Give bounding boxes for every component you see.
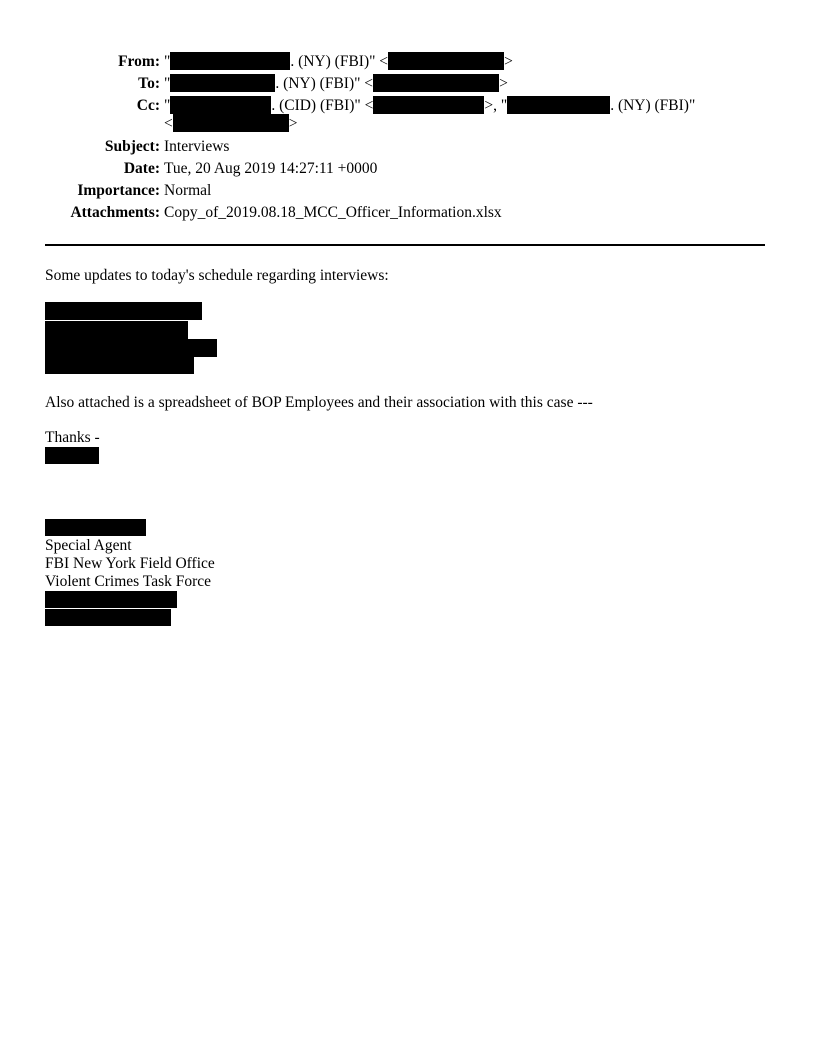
to-value: " . (NY) (FBI)" < > [164, 75, 508, 92]
redaction-block [45, 302, 202, 320]
cc-value-continued: < > [164, 115, 298, 132]
redaction-block [388, 52, 504, 70]
redaction-block [45, 609, 171, 626]
body-intro: Some updates to today's schedule regarding interviews: [45, 267, 389, 284]
redaction-block [45, 447, 99, 464]
cc-label: Cc: [136, 97, 160, 114]
cc-value: " . (CID) (FBI)" < >, " . (NY) (FBI)" [164, 97, 696, 114]
redaction-block [45, 591, 177, 608]
redaction-block [373, 74, 499, 92]
body-attachment-note: Also attached is a spreadsheet of BOP Employees and their association with this case --- [45, 394, 593, 411]
redaction-block [45, 321, 188, 339]
importance-value: Normal [164, 182, 212, 199]
header-divider [45, 244, 765, 246]
signature-unit: Violent Crimes Task Force [45, 573, 212, 590]
subject-label: Subject: [104, 138, 160, 155]
subject-value: Interviews [164, 138, 230, 155]
redaction-block [170, 74, 275, 92]
header-to-row [0, 74, 816, 94]
importance-label: Importance: [77, 182, 160, 199]
header-cc-row-continued [0, 114, 816, 134]
body-thanks: Thanks - [45, 429, 100, 446]
redaction-block [507, 96, 610, 114]
redaction-block [45, 519, 146, 536]
header-attachments-row [0, 203, 816, 223]
date-value: Tue, 20 Aug 2019 14:27:11 +0000 [164, 160, 378, 177]
redaction-block [170, 96, 271, 114]
header-cc-row [0, 96, 816, 116]
attachment-filename: Copy_of_2019.08.18_MCC_Officer_Information.xlsx [164, 204, 502, 221]
redaction-block [173, 114, 289, 132]
redaction-block [45, 339, 217, 357]
attachments-label: Attachments: [70, 204, 160, 221]
header-importance-row [0, 181, 816, 201]
from-label: From: [118, 53, 160, 70]
header-from-row [0, 52, 816, 72]
header-subject-row [0, 137, 816, 157]
signature-office: FBI New York Field Office [45, 555, 215, 572]
signature-title: Special Agent [45, 537, 132, 554]
date-label: Date: [123, 160, 160, 177]
redaction-block [373, 96, 484, 114]
to-label: To: [138, 75, 160, 92]
redaction-block [170, 52, 290, 70]
redaction-block [45, 357, 194, 374]
header-date-row [0, 159, 816, 179]
from-value: " . (NY) (FBI)" < > [164, 53, 513, 70]
